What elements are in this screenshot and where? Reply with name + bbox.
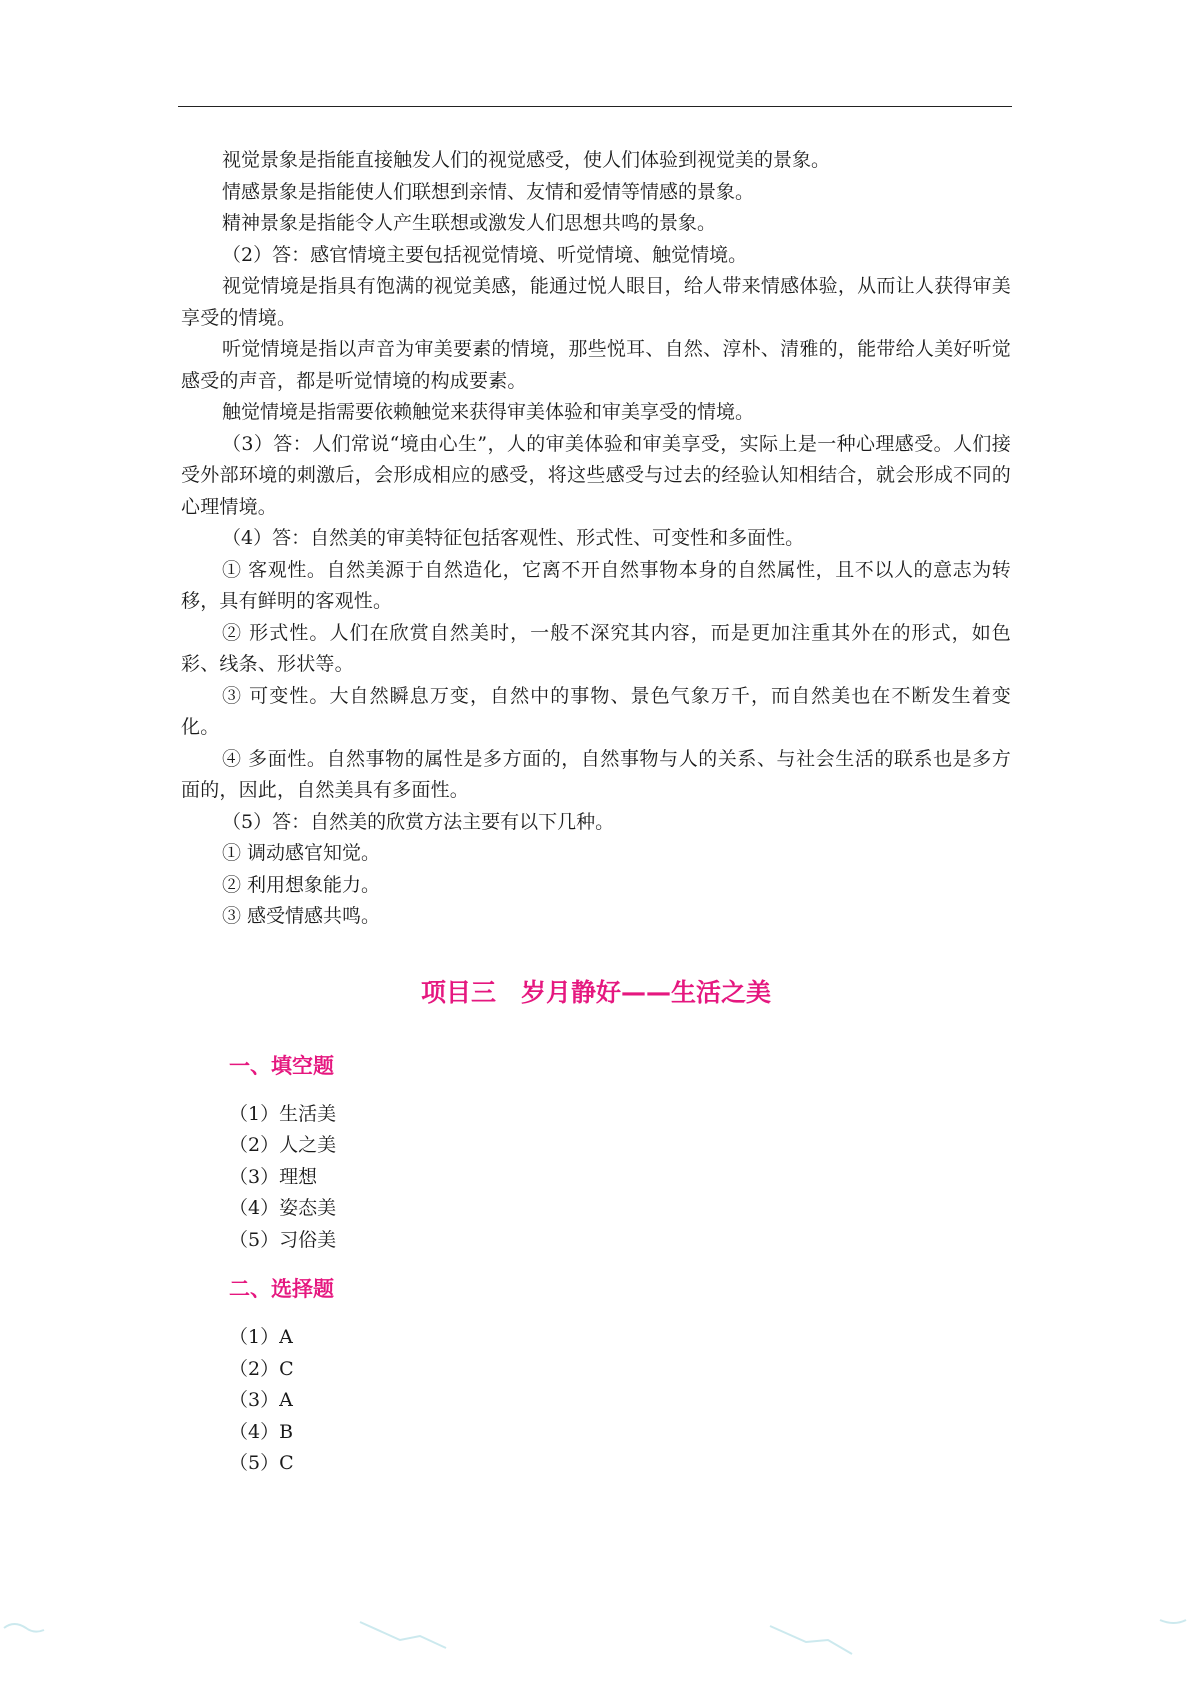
list-item: （2）人之美 (229, 1134, 337, 1156)
list-item: （5）习俗美 (229, 1228, 337, 1251)
paragraph-emotional-scene: 情感景象是指能使人们联想到亲情、友情和爱情等情感的景象。 (222, 180, 755, 203)
paragraph-visual-situation: 视觉情境是指具有饱满的视觉美感，能通过悦人眼目，给人带来情感体验，从而让人获得审美享受的情境。 (181, 275, 1011, 329)
paragraph-formality: ② 形式性。人们在欣赏自然美时，一般不深究其内容，而是更加注重其外在的形式，如色彩、线条、形状等。 (181, 621, 1011, 675)
paragraph-variability: ③ 可变性。大自然瞬息万变，自然中的事物、景色气象万千，而自然美也在不断发生着变化。 (181, 684, 1011, 738)
paragraph-visual-scene: 视觉景象是指能直接触发人们的视觉感受，使人们体验到视觉美的景象。 (222, 149, 831, 171)
list-item: （5）C (229, 1452, 294, 1474)
paragraph-answer-4: （4）答：自然美的审美特征包括客观性、形式性、可变性和多面性。 (222, 527, 805, 549)
paragraph-multifaceted: ④ 多面性。自然事物的属性是多方面的，自然事物与人的关系、与社会生活的联系也是多方面的，因此，自然美具有多面性。 (181, 747, 1011, 801)
answer-list-multiple-choice (181, 1322, 1011, 1480)
watermark-logo-strip (0, 1610, 1191, 1670)
watermark-mark-center-left (360, 1622, 446, 1648)
project-title: 项目三 岁月静好——生活之美 (420, 977, 771, 1007)
watermark-mark-right (1160, 1620, 1186, 1623)
header-rule (178, 106, 1012, 107)
paragraph-method-3: ③ 感受情感共鸣。 (222, 905, 381, 927)
section-heading-multiple-choice: 二、选择题 (229, 1277, 334, 1301)
list-item: （4）B (229, 1420, 294, 1443)
watermark-mark-left (4, 1624, 44, 1632)
list-item: （2）C (229, 1357, 294, 1380)
paragraph-answer-2: （2）答：感官情境主要包括视觉情境、听觉情境、触觉情境。 (222, 243, 748, 266)
paragraph-answer-3: （3）答：人们常说“境由心生”，人的审美体验和审美享受，实际上是一种心理感受。人们接受外部环境的刺激后，会形成相应的感受，将这些感受与过去的经验认知相结合，就会形成不同的心理情境。 (181, 432, 1011, 518)
paragraph-answer-5: （5）答：自然美的欣赏方法主要有以下几种。 (222, 810, 615, 833)
paragraph-tactile-situation: 触觉情境是指需要依赖触觉来获得审美体验和审美享受的情境。 (222, 401, 755, 423)
paragraph-method-1: ① 调动感官知觉。 (222, 842, 381, 864)
list-item: （3）理想 (229, 1165, 318, 1188)
paragraph-method-2: ② 利用想象能力。 (222, 873, 381, 896)
list-item: （4）姿态美 (229, 1197, 337, 1219)
paragraph-objectivity: ① 客观性。自然美源于自然造化，它离不开自然事物本身的自然属性，且不以人的意志为转移，具有鲜明的客观性。 (181, 558, 1011, 612)
answer-list-fill-in (181, 1099, 1011, 1257)
list-item: （1）生活美 (229, 1102, 337, 1125)
section-heading-fill-in: 一、填空题 (229, 1053, 334, 1078)
list-item: （3）A (229, 1389, 293, 1411)
list-item: （1）A (229, 1326, 293, 1348)
paragraph-auditory-situation: 听觉情境是指以声音为审美要素的情境，那些悦耳、自然、淳朴、清雅的，能带给人美好听觉感受的声音，都是听觉情境的构成要素。 (181, 338, 1011, 392)
watermark-mark-center-right (770, 1626, 852, 1654)
page-content (181, 145, 1011, 1480)
footer-watermark (0, 1610, 1191, 1670)
paragraph-spiritual-scene: 精神景象是指能令人产生联想或激发人们思想共鸣的景象。 (222, 212, 717, 234)
